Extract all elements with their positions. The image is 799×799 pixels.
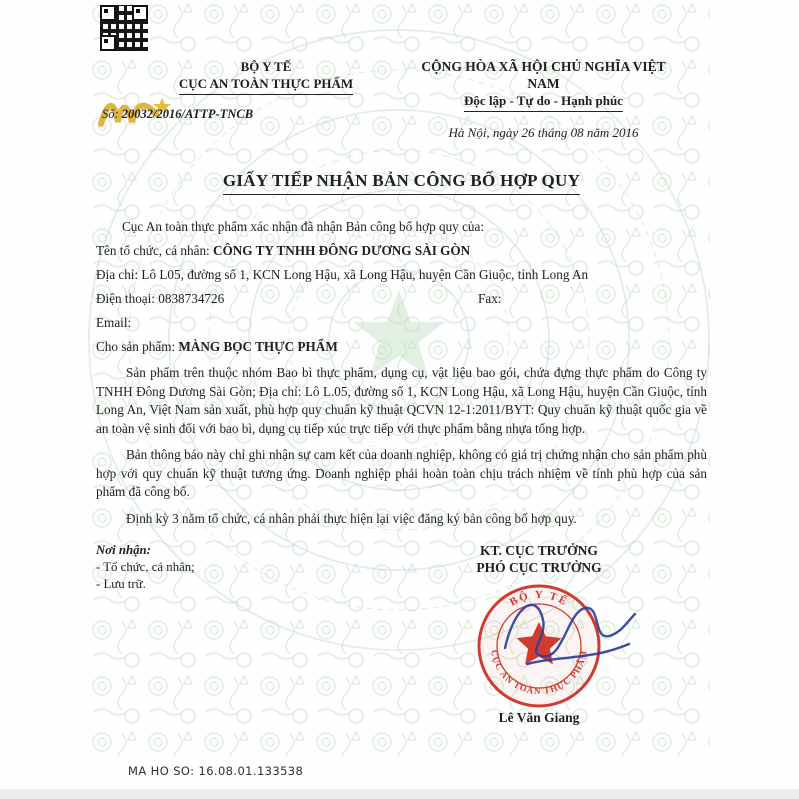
header-national-block: [416, 58, 707, 141]
document-header: [96, 58, 707, 141]
organization-label: Tên tổ chức, cá nhân:: [96, 243, 210, 258]
recipients-block: [96, 542, 371, 726]
scan-edge-strip: [0, 789, 799, 799]
paragraph-product-scope: Sản phẩm trên thuộc nhóm Bao bì thực phẩm, dụng cụ, vật liệu bao gói, chứa đựng thực phẩm do Công ty TNHH Đông Dương Sài Gòn; Địa chỉ: Lô L.05, đường số 1, KCN Long Hậu, xã Long Hậu, huyện Cần Giuộc, tỉnh Long An, Việt Nam sản xuất, phù hợp quy chuẩn kỹ thuật QCVN 12-1:2011/BYT: Quy chuẩn kỹ thuật quốc gia về an toàn vệ sinh đối với bao bì, dụng cụ tiếp xúc trực tiếp với thực phẩm bằng nhựa tổng hợp.: [96, 365, 707, 436]
paragraph-disclaimer: Bản thông báo này chỉ ghi nhận sự cam kết của doanh nghiệp, không có giá trị chứng nhận cho sản phẩm phù hợp với quy chuẩn kỹ thuật tương ứng. Doanh nghiệp phải hoàn toàn chịu trách nhiệm về tính phù hợp của sản phẩm đã công bố.: [96, 447, 707, 499]
paragraph-renewal: Định kỳ 3 năm tổ chức, cá nhân phải thực hiện lại việc đăng ký bản công bố hợp quy.: [126, 510, 577, 526]
signer-title-2: PHÓ CỤC TRƯỞNG: [476, 560, 602, 575]
phone-label: Điện thoại:: [96, 291, 155, 306]
document-number-label: Số:: [102, 107, 119, 121]
national-motto: Độc lập - Tự do - Hạnh phúc: [464, 92, 623, 112]
place-and-date: Hà Nội, ngày 26 tháng 08 năm 2016: [448, 125, 639, 140]
ministry-name: BỘ Y TẾ: [240, 59, 292, 74]
seal-and-signature: [371, 582, 707, 708]
seal-text-bottom: CỤC AN TOÀN THỰC PHẨM: [489, 648, 589, 697]
document-number: [102, 107, 416, 122]
handwritten-signature: [497, 586, 647, 676]
product-label: Cho sản phẩm:: [96, 339, 176, 354]
country-title: CỘNG HÒA XÃ HỘI CHỦ NGHĨA VIỆT NAM: [421, 59, 666, 91]
fax-label: Fax:: [478, 291, 502, 306]
signer-title-1: KT. CỤC TRƯỞNG: [480, 543, 598, 558]
recipients-label: Nơi nhận:: [96, 543, 151, 557]
phone-fax-line: [96, 289, 707, 308]
organization-line: [96, 241, 707, 260]
product-name: MÀNG BỌC THỰC PHẨM: [178, 339, 338, 354]
organization-name: CÔNG TY TNHH ĐÔNG DƯƠNG SÀI GÒN: [213, 243, 471, 258]
email-line: Email:: [96, 315, 132, 330]
document-content: [96, 0, 707, 726]
document-footer: [96, 542, 707, 726]
header-issuer-block: [102, 58, 416, 141]
recipient-item: - Tổ chức, cá nhân;: [96, 560, 195, 574]
department-name: CỤC AN TOÀN THỰC PHẨM: [179, 75, 353, 95]
address-value: Lô L05, đường số 1, KCN Long Hậu, xã Long Hậu, huyện Cần Giuộc, tỉnh Long An: [141, 267, 589, 282]
signature-block: [371, 542, 707, 726]
phone-value: 0838734726: [158, 291, 225, 306]
address-label: Địa chỉ:: [96, 267, 139, 282]
recipient-item: - Lưu trữ.: [96, 577, 146, 591]
seal-text-top: BỘ Y TẾ: [507, 588, 571, 609]
file-code: MA HO SO: 16.08.01.133538: [128, 764, 304, 778]
document-number-value: 20032/2016/ATTP-TNCB: [121, 107, 254, 121]
intro-line: Cục An toàn thực phẩm xác nhận đã nhận Bản công bố hợp quy của:: [122, 219, 485, 234]
signer-name: Lê Văn Giang: [498, 710, 580, 725]
address-line: [96, 265, 707, 284]
product-line: [96, 337, 707, 356]
document-body: [96, 217, 707, 528]
page-title: GIẤY TIẾP NHẬN BẢN CÔNG BỐ HỢP QUY: [96, 171, 707, 195]
